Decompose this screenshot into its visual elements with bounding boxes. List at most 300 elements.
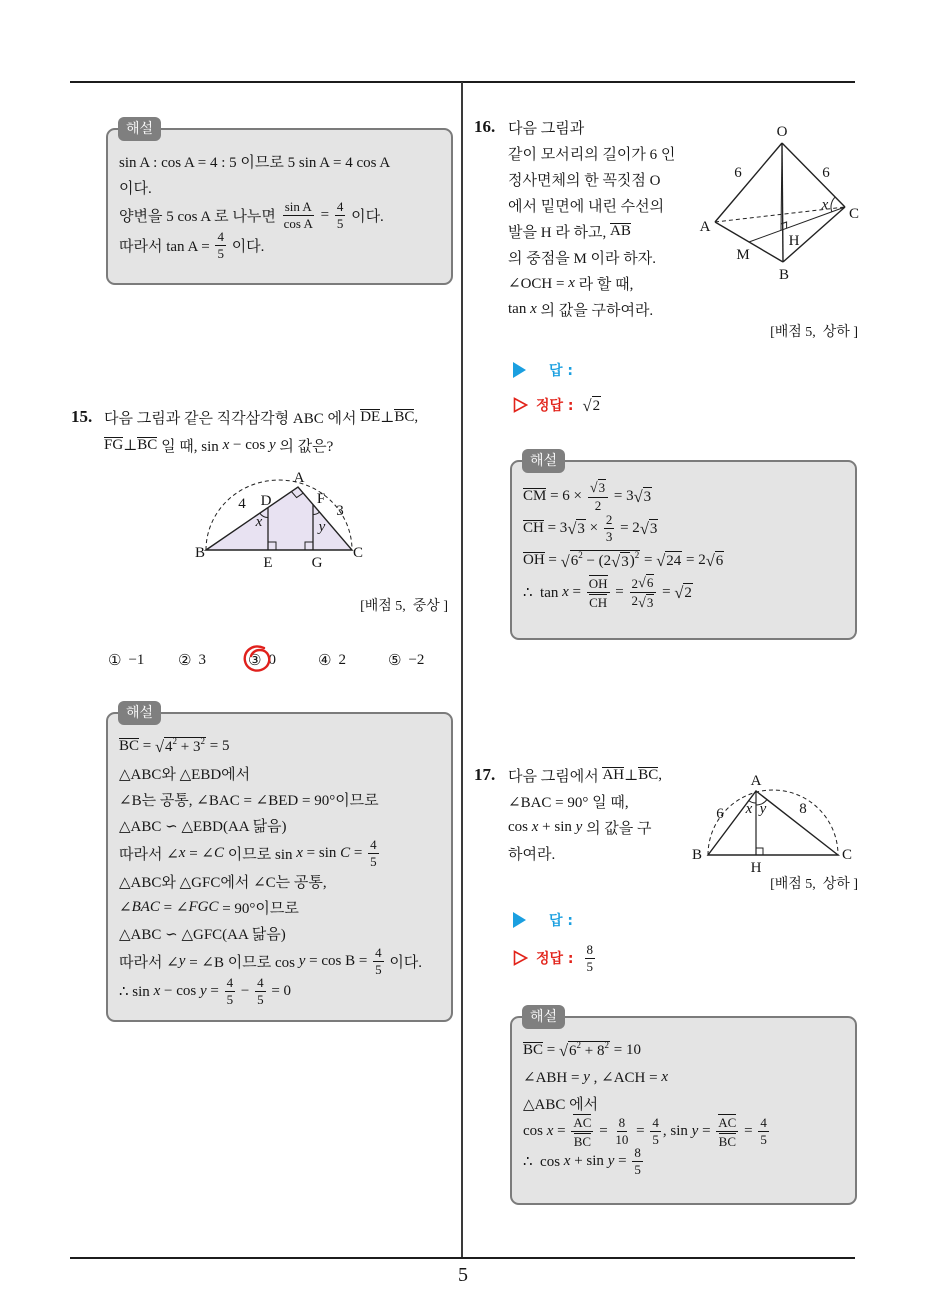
math-text: 의 값은? (275, 438, 334, 455)
text-line (508, 140, 675, 166)
math-text: BC (718, 1133, 736, 1149)
text-line (508, 814, 662, 840)
text-line (119, 894, 441, 920)
math-text: 5 (226, 991, 234, 1007)
solution-tab: 해설 (118, 117, 161, 141)
fraction (373, 946, 384, 977)
side-length-label: 3 (336, 503, 344, 519)
overlined-segment (718, 1114, 736, 1130)
math-text: , ∠ACH = (589, 1069, 662, 1086)
math-text: , (658, 766, 662, 783)
edge-oc (782, 143, 845, 207)
math-text: , sin (662, 1122, 692, 1139)
math-variable: x (153, 982, 161, 999)
math-text: 다음 그림과 (508, 120, 585, 137)
math-text: 4 (257, 974, 264, 990)
solution-body (119, 732, 441, 1006)
radical-sign: √ (558, 1040, 569, 1060)
problem-number: 17. (474, 765, 496, 784)
math-variable: x (178, 844, 186, 861)
math-text: 4 (375, 944, 382, 960)
math-text: 이므로 sin (224, 846, 297, 863)
fraction-denominator (650, 1132, 661, 1147)
math-text: = (614, 1152, 631, 1169)
math-text: = (568, 583, 585, 600)
math-text: 따라서 ∠ (119, 846, 179, 863)
math-text: 3 (649, 520, 658, 537)
math-text: 2 (594, 497, 602, 513)
fraction-denominator (758, 1132, 769, 1147)
math-text: BC (137, 437, 158, 453)
math-text: 6 (569, 1042, 577, 1059)
math-text: 8 (618, 1114, 626, 1130)
overlined-segment (573, 1114, 591, 1130)
text-line (119, 732, 441, 760)
text-line (508, 270, 675, 296)
triangle-abc (708, 791, 838, 855)
radicand (649, 519, 659, 538)
math-text: = 10 (610, 1041, 641, 1058)
math-text: BC (394, 409, 415, 425)
overlined-segment (638, 767, 658, 783)
math-variable: y (583, 1068, 590, 1085)
fraction-numerator (571, 1114, 593, 1132)
math-text: = 2 (682, 551, 706, 568)
choice-value: 0 (268, 651, 276, 668)
text-line (119, 976, 441, 1006)
radicand (570, 550, 641, 571)
overlined-segment (574, 1133, 591, 1149)
fraction-denominator (717, 1132, 738, 1149)
math-text: ∴ tan (523, 584, 563, 601)
math-text: = 90°이므로 (218, 900, 299, 917)
math-text: × (585, 519, 602, 536)
math-text: 5 (634, 1161, 641, 1177)
angle-label-y: y (759, 801, 767, 817)
fraction (613, 1116, 630, 1147)
math-text: △ABC와 △GFC에서 ∠C는 공통, (119, 874, 327, 891)
math-text: 5 (586, 958, 594, 974)
math-text: ∠OCH = (508, 275, 569, 292)
choice-5[interactable] (388, 648, 424, 672)
math-text: CH (589, 594, 608, 610)
point-label-h: H (788, 233, 800, 249)
fraction (630, 574, 657, 610)
math-text: = 3 (610, 487, 634, 504)
score-label: [배점 5, 상하 ] (770, 877, 858, 892)
math-variable: x (296, 844, 303, 861)
math-text: 의 값을 구하여라. (536, 302, 654, 319)
math-variable: C (214, 844, 225, 861)
problem-statement (104, 403, 418, 459)
correct-answer-value (583, 943, 598, 973)
text-line (119, 868, 441, 894)
text-line (119, 838, 441, 868)
side-length-label: 6 (716, 806, 724, 822)
radicand (643, 487, 653, 506)
math-text: 6 (646, 575, 654, 591)
math-text: 6 (570, 552, 579, 569)
answer-row (513, 358, 573, 382)
math-variable: y (691, 1122, 699, 1139)
altitude-oh (781, 143, 782, 230)
fraction-denominator (604, 529, 615, 544)
fraction-denominator (587, 593, 609, 610)
math-text: 라 할 때, (574, 276, 634, 293)
fraction-numerator (335, 200, 346, 216)
math-text: 의 값을 구 (582, 820, 652, 837)
fraction-denominator (335, 216, 346, 231)
superscript: 2 (604, 1040, 610, 1051)
math-variable: FGC (188, 898, 219, 915)
fraction (585, 943, 596, 974)
solution-tab: 해설 (118, 701, 161, 725)
answer-arrow-icon (513, 912, 526, 928)
choice-4[interactable] (318, 648, 346, 672)
math-text: 4 (226, 974, 234, 990)
math-text: △ABC 에서 (523, 1096, 599, 1113)
correct-answer-row (513, 393, 601, 417)
math-text: sin A (284, 198, 312, 214)
vertex-label-c: C (841, 847, 853, 863)
right-angle-mark-h (781, 222, 787, 228)
fraction-numerator (716, 1114, 738, 1132)
correct-answer-label: 정답 : (536, 951, 574, 967)
fraction-numerator (368, 838, 379, 854)
square-root (590, 479, 606, 495)
fraction (650, 1116, 661, 1147)
text-line (119, 230, 441, 260)
math-text: 5 (652, 1131, 659, 1147)
text-line (523, 512, 845, 544)
fraction-numerator (758, 1116, 769, 1132)
math-text: = (316, 206, 333, 223)
radicand (576, 519, 586, 538)
math-text: 3 (577, 520, 585, 537)
square-root (674, 583, 693, 602)
fraction-denominator (373, 962, 384, 977)
overlined-segment (523, 520, 544, 536)
side-length-label: 4 (238, 496, 246, 512)
radical-sign: √ (638, 575, 646, 592)
math-text: △ABC ∽ △GFC(AA 닮음) (119, 926, 286, 943)
vertex-label-b: B (691, 847, 703, 863)
math-text: + sin (570, 1152, 608, 1169)
correct-arrow-icon (513, 950, 528, 966)
math-text: = cos B = (305, 952, 372, 969)
radical-sign: √ (611, 551, 621, 571)
text-line (523, 1064, 845, 1090)
fraction (571, 1114, 593, 1149)
choice-value: −2 (408, 651, 425, 668)
math-variable: y (268, 436, 276, 453)
math-text: 2 (631, 575, 639, 591)
answer-row (513, 908, 573, 932)
square-root (706, 551, 725, 570)
text-line (508, 192, 675, 218)
math-text: BC (119, 738, 140, 754)
math-variable: x (222, 436, 230, 453)
radical-sign: √ (674, 582, 684, 602)
math-text: 4 (652, 1114, 659, 1130)
problem-number: 15. (71, 407, 93, 426)
text-line (119, 148, 441, 174)
math-text: BC (573, 1133, 592, 1149)
fraction-numerator (617, 1116, 628, 1132)
score-label: [배점 5, 상하 ] (770, 325, 858, 340)
answer-label: 답 : (549, 363, 573, 379)
choice-marker: ④ (318, 651, 332, 669)
fraction (255, 976, 266, 1007)
math-text: 따라서 tan A = (119, 238, 214, 255)
math-text: 5 (257, 991, 264, 1007)
fraction-numerator (585, 943, 596, 959)
selected-answer-circle (238, 641, 278, 679)
fraction-denominator (585, 959, 596, 974)
solution-body (523, 480, 845, 611)
radicand (683, 583, 693, 602)
radicand (568, 1041, 610, 1060)
math-text: = (543, 1041, 559, 1058)
math-text: 3 (643, 488, 652, 505)
math-text: 4 (336, 198, 344, 214)
math-text: − cos (160, 982, 200, 999)
math-text: = 5 (206, 737, 230, 754)
correct-answer-value (583, 391, 602, 419)
radical-sign: √ (638, 594, 646, 611)
math-text: 5 (336, 215, 344, 231)
point-label-f: F (316, 491, 326, 507)
math-text: ⊥ (624, 767, 639, 784)
math-text: 4 (370, 836, 377, 852)
vertex-label-b: B (194, 545, 206, 561)
math-text: BC (638, 767, 659, 783)
fraction (225, 976, 236, 1007)
point-label-d: D (260, 493, 272, 509)
math-text: 일 때, sin (157, 438, 223, 455)
fraction-denominator (282, 216, 315, 231)
overlined-segment (523, 552, 545, 568)
math-text: , (414, 408, 419, 425)
square-root (638, 594, 654, 610)
math-variable: x (563, 1152, 571, 1169)
math-text: 양변을 5 cos A 로 나누면 (119, 208, 280, 225)
math-text: 3 (646, 594, 654, 610)
text-line (119, 786, 441, 812)
math-text: 같이 모서리의 길이가 6 인 (508, 146, 676, 163)
math-text: 2 (592, 397, 601, 414)
edge-oa (715, 143, 782, 222)
math-text: = ∠ (185, 845, 214, 862)
bottom-rule (70, 1257, 855, 1259)
math-text: 5 (370, 853, 377, 869)
text-line (119, 174, 441, 200)
math-text: − (237, 982, 254, 999)
text-line (119, 760, 441, 786)
vertex-label-c: C (352, 545, 364, 561)
fraction-numerator (283, 200, 314, 216)
text-line (508, 788, 662, 814)
overlined-segment (523, 1042, 543, 1058)
overlined-segment (523, 488, 546, 504)
side-length-label: 8 (799, 801, 807, 817)
text-line (508, 166, 675, 192)
math-text: + 3 (177, 738, 201, 755)
square-root (567, 519, 586, 538)
answer-arrow-icon (513, 362, 526, 378)
square-root (638, 574, 654, 590)
text-line (119, 200, 441, 230)
vertex-label-a: A (750, 773, 762, 789)
math-text: ) (629, 552, 635, 569)
math-text: 10 (615, 1131, 629, 1147)
fraction (282, 200, 315, 231)
math-text: tan (508, 300, 531, 317)
math-text: = (595, 1122, 612, 1139)
square-root (640, 519, 659, 538)
math-text: DE (360, 409, 381, 425)
text-line (583, 391, 602, 419)
text-line (104, 431, 418, 459)
page-number: 5 (458, 1264, 468, 1286)
math-text: FG (104, 437, 124, 453)
math-text: 정사면체의 한 꼭짓점 O (508, 172, 661, 189)
text-line (508, 114, 675, 140)
math-variable: BAC (131, 898, 160, 915)
radical-sign: √ (705, 550, 715, 570)
math-variable: y (575, 818, 583, 835)
math-text: 2 (605, 511, 613, 527)
overlined-segment (119, 738, 139, 754)
vertex-label-b: B (778, 267, 790, 283)
choice-value: 3 (198, 651, 206, 668)
math-text: 4 (217, 228, 224, 244)
radicand (598, 479, 607, 495)
text-line (523, 480, 845, 512)
fraction-numerator (588, 479, 608, 497)
math-text: 8 (586, 941, 594, 957)
math-text: 3 (598, 480, 606, 496)
math-text: 다음 그림과 같은 직각삼각형 ABC 에서 (104, 410, 361, 427)
math-text: OH (588, 575, 608, 591)
solution-tab: 해설 (522, 449, 565, 473)
fraction-numerator (632, 1146, 643, 1162)
choice-2[interactable] (178, 648, 206, 672)
edge-length-label: 6 (822, 165, 830, 181)
vertex-label-c: C (848, 206, 860, 222)
math-text: CH (523, 520, 544, 536)
fraction-denominator (225, 992, 236, 1007)
fraction-denominator (593, 498, 604, 513)
radicand (592, 396, 602, 415)
radicand (164, 737, 206, 756)
right-triangle-figure (190, 465, 370, 575)
text-line (523, 1090, 845, 1116)
square-root (559, 1041, 610, 1060)
choice-value: 2 (338, 651, 346, 668)
correct-answer-label: 정답 : (536, 398, 574, 414)
correct-arrow-icon (513, 397, 528, 413)
math-text: = 3 (543, 519, 568, 536)
solution-box-17 (510, 1009, 857, 1205)
fraction-numerator (373, 946, 384, 962)
radicand (646, 574, 655, 590)
radicand (665, 551, 682, 570)
math-text: = 6 × (546, 487, 586, 504)
math-text: 4 (760, 1114, 767, 1130)
fraction-numerator (630, 574, 657, 592)
overlined-segment (360, 409, 380, 425)
point-label-e: E (263, 555, 273, 571)
solution-tab: 해설 (522, 1005, 565, 1029)
choice-marker: ③ (248, 651, 262, 669)
radical-sign: √ (582, 395, 592, 415)
math-text: sin A : cos A = 4 : 5 이므로 5 sin A = 4 cos A (119, 154, 391, 171)
text-line (523, 544, 845, 576)
choice-value: −1 (128, 651, 145, 668)
solution-body (523, 1036, 845, 1176)
text-line (508, 840, 662, 866)
math-text: CM (523, 488, 547, 504)
math-variable: x (562, 583, 569, 600)
edge-length-label: 6 (734, 165, 742, 181)
math-text: 하여라. (508, 846, 556, 863)
math-text: ∠ABH = (523, 1069, 584, 1086)
math-text: ∴ sin (119, 983, 154, 1000)
point-label-h: H (750, 860, 762, 876)
fraction-numerator (587, 575, 610, 593)
superscript: 2 (172, 736, 178, 747)
math-text: = 0 (267, 982, 292, 999)
math-text: 에서 밑면에 내린 수선의 (508, 198, 665, 215)
point-label-m: M (736, 247, 750, 263)
solution-box-15 (106, 705, 453, 1022)
superscript: 2 (576, 1040, 582, 1051)
math-text: ⊥ (123, 437, 138, 454)
correct-answer-row (513, 940, 597, 976)
math-variable: y (178, 952, 186, 969)
math-text: = (139, 737, 155, 754)
radical-sign: √ (567, 518, 577, 538)
text-line (583, 943, 598, 973)
math-text: 5 (217, 245, 224, 261)
choice-marker: ② (178, 651, 192, 669)
math-text: 6 (715, 552, 724, 569)
fraction (632, 1146, 643, 1177)
math-text: OH (523, 552, 545, 568)
vertex-label-o: O (776, 124, 788, 140)
fraction (588, 479, 608, 512)
math-text: △ABC와 △EBD에서 (119, 766, 251, 783)
dashed-semicircle (708, 790, 838, 855)
fraction-numerator (604, 513, 615, 529)
choice-1[interactable] (108, 648, 144, 672)
math-text: = (698, 1122, 715, 1139)
text-line (523, 1146, 845, 1176)
math-text: BC (523, 1042, 544, 1058)
overlined-segment (394, 409, 414, 425)
right-angle-mark-h (756, 848, 763, 855)
solution-box-16 (510, 453, 857, 640)
math-variable: x (661, 1068, 668, 1085)
superscript: 2 (578, 550, 583, 561)
fraction-denominator (368, 854, 379, 869)
math-text: 3 (605, 528, 613, 544)
radical-sign: √ (639, 518, 649, 538)
fraction (758, 1116, 769, 1147)
fraction-denominator (630, 593, 657, 610)
square-root (656, 551, 682, 570)
